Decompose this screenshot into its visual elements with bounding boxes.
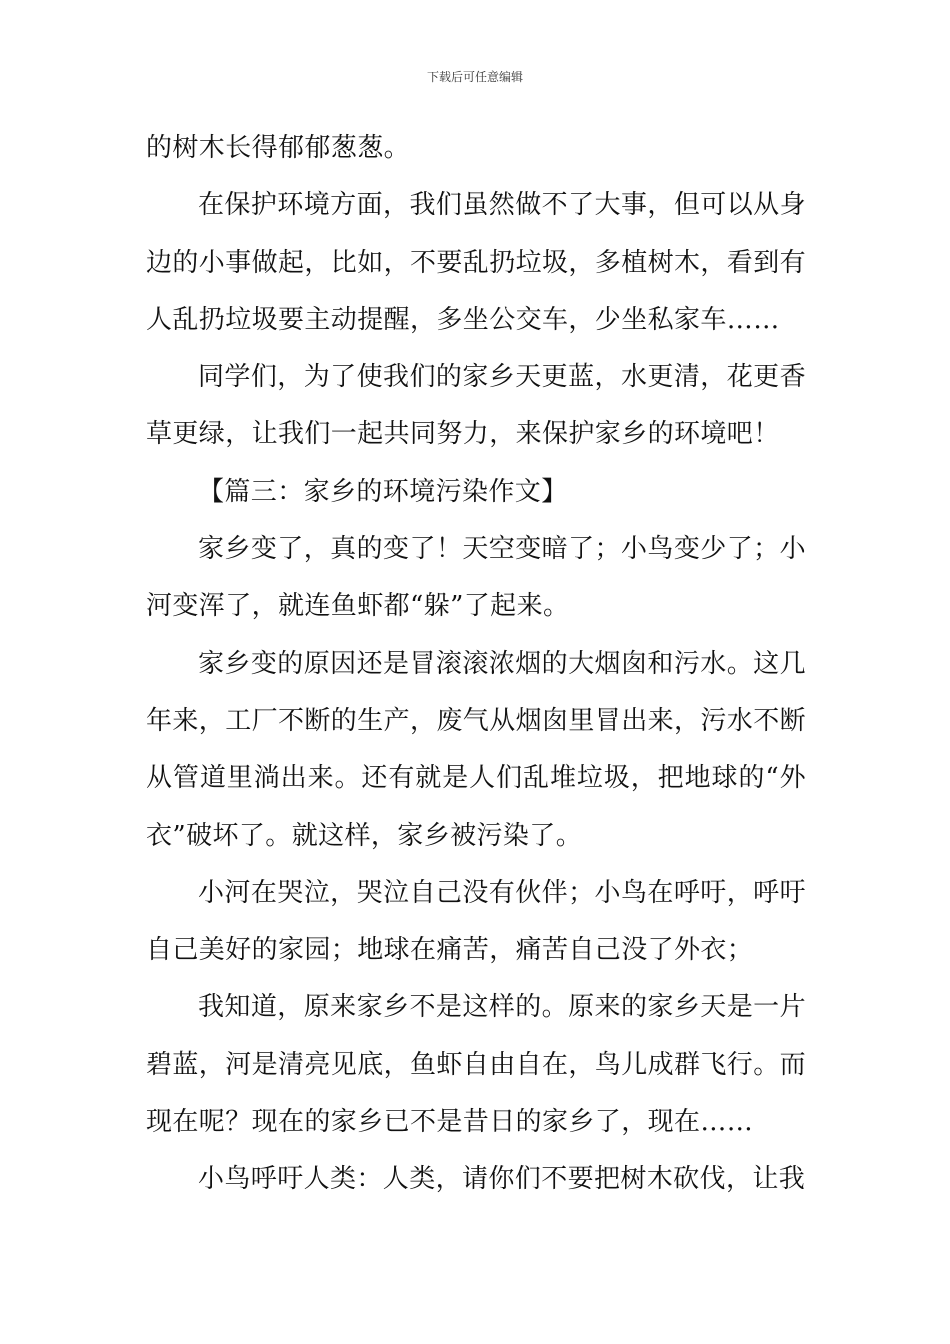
paragraph-call-to-action: 同学们，为了使我们的家乡天更蓝，水更清，花更香草更绿，让我们一起共同努力，来保护家乡的环境吧！ [146, 362, 806, 450]
paragraph-protect-environment: 在保护环境方面，我们虽然做不了大事，但可以从身边的小事做起，比如，不要乱扔垃圾，多植树木，看到有人乱扔垃圾要主动提醒，多坐公交车，少坐私家车…… [146, 190, 807, 335]
paragraph-crying: 小河在哭泣，哭泣自己没有伙伴；小鸟在呼吁，呼吁自己美好的家园；地球在痛苦，痛苦自己没了外衣； [146, 877, 806, 966]
paragraph-hometown-changed: 家乡变了，真的变了！天空变暗了；小鸟变少了；小河变浑了，就连鱼虾都“躲”了起来。 [146, 534, 806, 622]
paragraph-continuation: 的树木长得郁郁葱葱。 [146, 133, 411, 163]
paragraph-bird-appeal: 小鸟呼吁人类：人类，请你们不要把树木砍伐，让我 [198, 1164, 806, 1195]
header-note: 下载后可任意编辑 [426, 70, 523, 84]
paragraph-pollution-causes: 家乡变的原因还是冒滚滚浓烟的大烟囱和污水。这几年来，工厂不断的生产，废气从烟囱里冒出来，污水不断从管道里淌出来。还有就是人们乱堆垃圾，把地球的“外衣”破坏了。就这样，家乡被污染了。 [146, 648, 807, 851]
document-body [146, 120, 806, 1209]
section-heading: 【篇三：家乡的环境污染作文】 [198, 476, 568, 507]
paragraph-original-hometown: 我知道，原来家乡不是这样的。原来的家乡天是一片碧蓝，河是清亮见底，鱼虾自由自在，鸟儿成群飞行。而现在呢？现在的家乡已不是昔日的家乡了，现在…… [146, 992, 807, 1138]
